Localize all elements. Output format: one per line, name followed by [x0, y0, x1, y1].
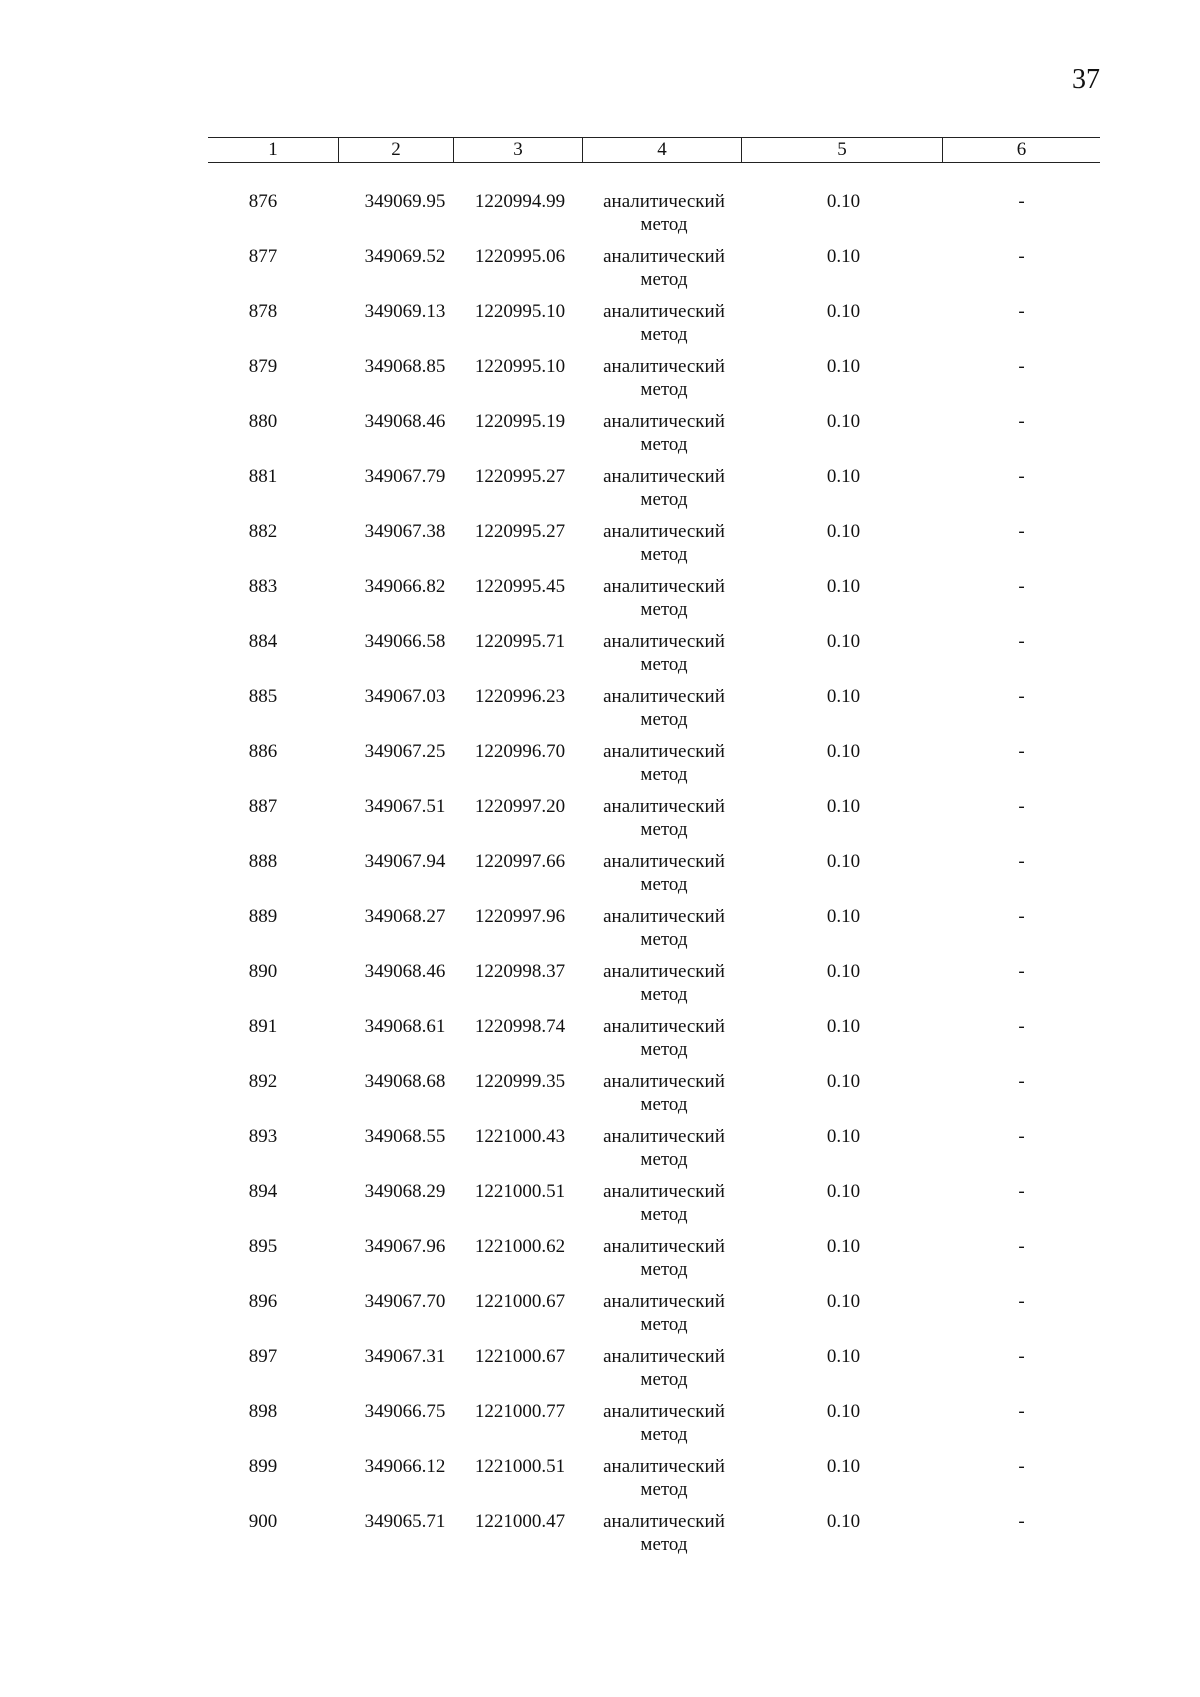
note: -: [1018, 1016, 1025, 1037]
method-line-1: аналитический: [603, 796, 725, 817]
note: -: [1018, 741, 1025, 762]
accuracy: 0.10: [826, 1126, 861, 1147]
coordinate-x: 349067.51: [364, 796, 446, 817]
accuracy: 0.10: [826, 466, 861, 487]
table-row: [208, 1455, 1100, 1510]
method: [584, 520, 744, 566]
table-row: [208, 1290, 1100, 1345]
coordinate-x: 349067.03: [364, 686, 446, 707]
method-line-1: аналитический: [603, 631, 725, 652]
method: [584, 1345, 744, 1391]
method-line-1: аналитический: [603, 466, 725, 487]
method-line-1: аналитический: [603, 906, 725, 927]
method-line-2: метод: [640, 1534, 688, 1555]
method-line-1: аналитический: [603, 1071, 725, 1092]
table-row: [208, 465, 1100, 520]
method-line-1: аналитический: [603, 1181, 725, 1202]
note: -: [1018, 1401, 1025, 1422]
accuracy: 0.10: [826, 246, 861, 267]
coordinate-x: 349069.13: [364, 301, 446, 322]
coordinate-y: 1220995.27: [474, 521, 566, 542]
method: [584, 190, 744, 236]
accuracy: 0.10: [826, 191, 861, 212]
coordinate-x: 349067.38: [364, 521, 446, 542]
note: -: [1018, 1291, 1025, 1312]
note: -: [1018, 301, 1025, 322]
coordinate-x: 349068.27: [364, 906, 446, 927]
accuracy: 0.10: [826, 1236, 861, 1257]
coordinate-y: 1220997.66: [474, 851, 566, 872]
point-number: 900: [248, 1511, 278, 1532]
coordinate-x: 349068.61: [364, 1016, 446, 1037]
header-col-1: 1: [208, 138, 339, 162]
point-number: 883: [248, 576, 278, 597]
method: [584, 300, 744, 346]
method-line-1: аналитический: [603, 411, 725, 432]
accuracy: 0.10: [826, 1456, 861, 1477]
coordinate-x: 349068.29: [364, 1181, 446, 1202]
method-line-2: метод: [640, 929, 688, 950]
coordinate-y: 1221000.43: [474, 1126, 566, 1147]
method: [584, 905, 744, 951]
accuracy: 0.10: [826, 576, 861, 597]
method-line-2: метод: [640, 1149, 688, 1170]
accuracy: 0.10: [826, 686, 861, 707]
method-line-2: метод: [640, 379, 688, 400]
point-number: 899: [248, 1456, 278, 1477]
coordinate-x: 349067.79: [364, 466, 446, 487]
note: -: [1018, 1236, 1025, 1257]
table-row: [208, 795, 1100, 850]
table-header: [208, 137, 1100, 163]
accuracy: 0.10: [826, 1401, 861, 1422]
table-row: [208, 1235, 1100, 1290]
accuracy: 0.10: [826, 411, 861, 432]
coordinate-y: 1221000.47: [474, 1511, 566, 1532]
method-line-2: метод: [640, 1424, 688, 1445]
method-line-2: метод: [640, 489, 688, 510]
note: -: [1018, 576, 1025, 597]
method: [584, 245, 744, 291]
method-line-2: метод: [640, 984, 688, 1005]
coordinate-y: 1220995.06: [474, 246, 566, 267]
method-line-1: аналитический: [603, 246, 725, 267]
header-col-6: 6: [1016, 139, 1027, 160]
point-number: 889: [248, 906, 278, 927]
coordinate-x: 349068.68: [364, 1071, 446, 1092]
coordinate-x: 349068.55: [364, 1126, 446, 1147]
note: -: [1018, 466, 1025, 487]
method-line-2: метод: [640, 1204, 688, 1225]
header-col-5: 5: [742, 138, 943, 162]
method: [584, 1180, 744, 1226]
note: -: [1018, 191, 1025, 212]
accuracy: 0.10: [826, 1016, 861, 1037]
coordinate-y: 1220995.45: [474, 576, 566, 597]
header-col-4: 4: [583, 138, 742, 162]
coordinate-y: 1220995.10: [474, 301, 566, 322]
point-number: 893: [248, 1126, 278, 1147]
point-number: 880: [248, 411, 278, 432]
method-line-2: метод: [640, 544, 688, 565]
point-number: 885: [248, 686, 278, 707]
coordinate-x: 349068.46: [364, 961, 446, 982]
table-row: [208, 300, 1100, 355]
method: [584, 1070, 744, 1116]
method-line-2: метод: [640, 1259, 688, 1280]
note: -: [1018, 796, 1025, 817]
method-line-2: метод: [640, 324, 688, 345]
coordinate-y: 1220995.19: [474, 411, 566, 432]
point-number: 877: [248, 246, 278, 267]
method: [584, 960, 744, 1006]
coordinate-x: 349067.94: [364, 851, 446, 872]
method-line-1: аналитический: [603, 1401, 725, 1422]
method: [584, 630, 744, 676]
coordinate-y: 1221000.77: [474, 1401, 566, 1422]
table-row: [208, 905, 1100, 960]
method-line-1: аналитический: [603, 686, 725, 707]
table-row: [208, 685, 1100, 740]
coordinate-x: 349068.46: [364, 411, 446, 432]
method-line-1: аналитический: [603, 521, 725, 542]
method-line-2: метод: [640, 1094, 688, 1115]
method: [584, 355, 744, 401]
point-number: 892: [248, 1071, 278, 1092]
coordinate-x: 349067.31: [364, 1346, 446, 1367]
table-row: [208, 245, 1100, 300]
note: -: [1018, 851, 1025, 872]
coordinate-y: 1220995.27: [474, 466, 566, 487]
table-row: [208, 575, 1100, 630]
table-row: [208, 630, 1100, 685]
note: -: [1018, 411, 1025, 432]
method: [584, 1510, 744, 1556]
note: -: [1018, 246, 1025, 267]
page-number: 37: [1072, 64, 1100, 95]
table-row: [208, 190, 1100, 245]
coordinate-x: 349069.52: [364, 246, 446, 267]
method: [584, 1455, 744, 1501]
method: [584, 795, 744, 841]
header-col-2: 2: [339, 138, 454, 162]
method-line-2: метод: [640, 1369, 688, 1390]
method-line-2: метод: [640, 1479, 688, 1500]
table-row: [208, 520, 1100, 575]
coordinate-x: 349066.75: [364, 1401, 446, 1422]
accuracy: 0.10: [826, 906, 861, 927]
table-row: [208, 1015, 1100, 1070]
coordinate-x: 349066.12: [364, 1456, 446, 1477]
coordinate-x: 349066.82: [364, 576, 446, 597]
method-line-1: аналитический: [603, 576, 725, 597]
point-number: 879: [248, 356, 278, 377]
coordinate-y: 1220995.71: [474, 631, 566, 652]
method: [584, 850, 744, 896]
method-line-2: метод: [640, 434, 688, 455]
method: [584, 465, 744, 511]
point-number: 895: [248, 1236, 278, 1257]
coordinate-y: 1220996.23: [474, 686, 566, 707]
coordinate-x: 349065.71: [364, 1511, 446, 1532]
table-row: [208, 960, 1100, 1015]
method-line-2: метод: [640, 269, 688, 290]
point-number: 891: [248, 1016, 278, 1037]
table-row: [208, 1400, 1100, 1455]
method-line-1: аналитический: [603, 741, 725, 762]
accuracy: 0.10: [826, 1181, 861, 1202]
method-line-1: аналитический: [603, 961, 725, 982]
note: -: [1018, 1346, 1025, 1367]
coordinate-y: 1220999.35: [474, 1071, 566, 1092]
table-row: [208, 1070, 1100, 1125]
table-row: [208, 355, 1100, 410]
table-row: [208, 1125, 1100, 1180]
accuracy: 0.10: [826, 1291, 861, 1312]
coordinate-y: 1220996.70: [474, 741, 566, 762]
method-line-1: аналитический: [603, 1236, 725, 1257]
method-line-1: аналитический: [603, 191, 725, 212]
note: -: [1018, 686, 1025, 707]
method-line-2: метод: [640, 654, 688, 675]
point-number: 884: [248, 631, 278, 652]
accuracy: 0.10: [826, 301, 861, 322]
coordinate-x: 349067.70: [364, 1291, 446, 1312]
note: -: [1018, 356, 1025, 377]
accuracy: 0.10: [826, 961, 861, 982]
coordinate-y: 1221000.67: [474, 1291, 566, 1312]
method: [584, 410, 744, 456]
coordinate-x: 349066.58: [364, 631, 446, 652]
point-number: 876: [248, 191, 278, 212]
point-number: 894: [248, 1181, 278, 1202]
note: -: [1018, 906, 1025, 927]
method: [584, 1235, 744, 1281]
method-line-1: аналитический: [603, 1456, 725, 1477]
coordinate-y: 1221000.51: [474, 1181, 566, 1202]
accuracy: 0.10: [826, 851, 861, 872]
method-line-1: аналитический: [603, 356, 725, 377]
coordinate-y: 1220998.37: [474, 961, 566, 982]
note: -: [1018, 521, 1025, 542]
coordinate-y: 1221000.67: [474, 1346, 566, 1367]
method-line-2: метод: [640, 874, 688, 895]
coordinate-y: 1221000.51: [474, 1456, 566, 1477]
accuracy: 0.10: [826, 1071, 861, 1092]
method-line-2: метод: [640, 599, 688, 620]
coordinate-y: 1221000.62: [474, 1236, 566, 1257]
coordinate-y: 1220998.74: [474, 1016, 566, 1037]
table-row: [208, 410, 1100, 465]
note: -: [1018, 631, 1025, 652]
accuracy: 0.10: [826, 356, 861, 377]
method-line-2: метод: [640, 764, 688, 785]
method-line-2: метод: [640, 1314, 688, 1335]
table-row: [208, 740, 1100, 795]
coordinate-x: 349069.95: [364, 191, 446, 212]
point-number: 881: [248, 466, 278, 487]
method: [584, 575, 744, 621]
coordinate-x: 349067.96: [364, 1236, 446, 1257]
point-number: 882: [248, 521, 278, 542]
coordinate-x: 349068.85: [364, 356, 446, 377]
method-line-1: аналитический: [603, 1291, 725, 1312]
note: -: [1018, 1126, 1025, 1147]
table-row: [208, 1180, 1100, 1235]
method: [584, 1400, 744, 1446]
table-row: [208, 1345, 1100, 1400]
method: [584, 740, 744, 786]
coordinate-x: 349067.25: [364, 741, 446, 762]
point-number: 898: [248, 1401, 278, 1422]
point-number: 886: [248, 741, 278, 762]
table-row: [208, 1510, 1100, 1565]
point-number: 888: [248, 851, 278, 872]
method-line-1: аналитический: [603, 1346, 725, 1367]
point-number: 878: [248, 301, 278, 322]
accuracy: 0.10: [826, 521, 861, 542]
coordinate-y: 1220995.10: [474, 356, 566, 377]
method: [584, 1125, 744, 1171]
accuracy: 0.10: [826, 796, 861, 817]
note: -: [1018, 961, 1025, 982]
accuracy: 0.10: [826, 741, 861, 762]
method: [584, 1290, 744, 1336]
method-line-2: метод: [640, 214, 688, 235]
note: -: [1018, 1071, 1025, 1092]
coordinate-y: 1220994.99: [474, 191, 566, 212]
accuracy: 0.10: [826, 631, 861, 652]
point-number: 890: [248, 961, 278, 982]
method-line-1: аналитический: [603, 1126, 725, 1147]
accuracy: 0.10: [826, 1346, 861, 1367]
method-line-2: метод: [640, 1039, 688, 1060]
method-line-1: аналитический: [603, 301, 725, 322]
table-row: [208, 850, 1100, 905]
coordinate-y: 1220997.96: [474, 906, 566, 927]
method-line-1: аналитический: [603, 851, 725, 872]
point-number: 887: [248, 796, 278, 817]
method-line-1: аналитический: [603, 1016, 725, 1037]
point-number: 896: [248, 1291, 278, 1312]
note: -: [1018, 1511, 1025, 1532]
accuracy: 0.10: [826, 1511, 861, 1532]
method-line-1: аналитический: [603, 1511, 725, 1532]
method-line-2: метод: [640, 819, 688, 840]
table-body: [208, 190, 1100, 1565]
method: [584, 1015, 744, 1061]
note: -: [1018, 1456, 1025, 1477]
header-col-3: 3: [454, 138, 583, 162]
note: -: [1018, 1181, 1025, 1202]
coordinate-y: 1220997.20: [474, 796, 566, 817]
method-line-2: метод: [640, 709, 688, 730]
method: [584, 685, 744, 731]
point-number: 897: [248, 1346, 278, 1367]
